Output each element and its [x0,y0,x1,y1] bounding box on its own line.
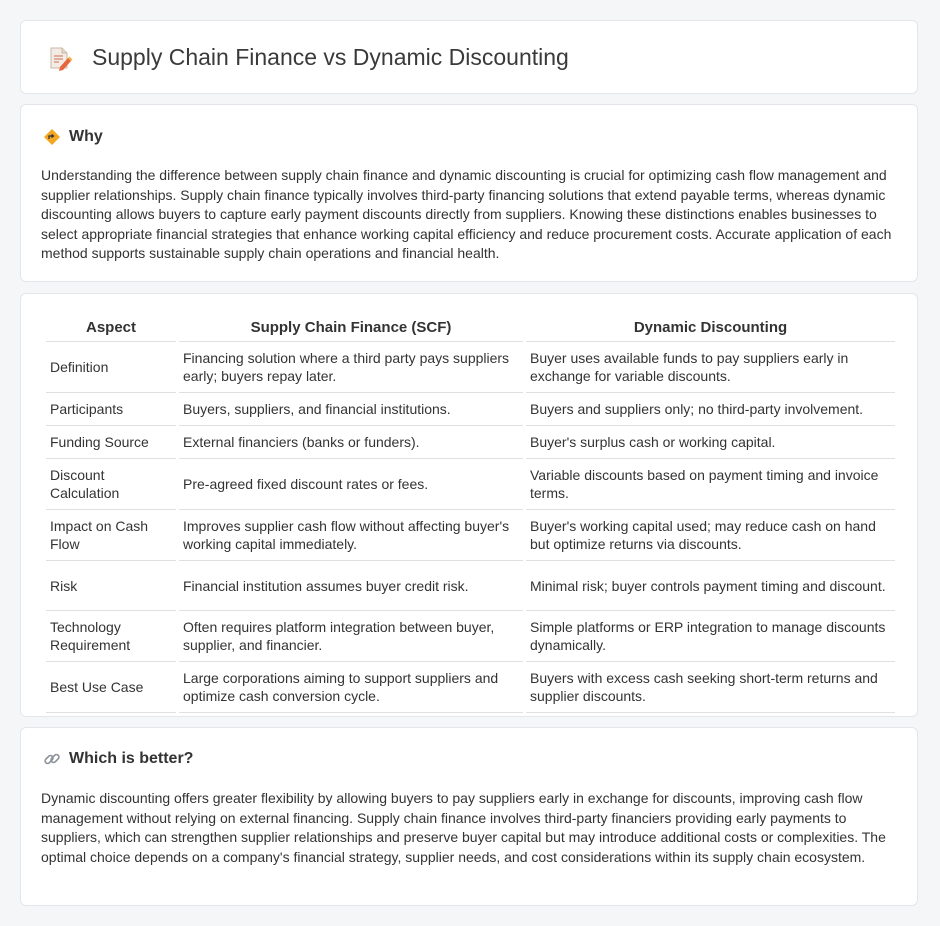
why-text: Understanding the difference between supply chain finance and dynamic discounting is crucial for optimizing cash flow management and supplier relationships. Supply chain finance typically involves third-party financing solutions that extend payable terms, whereas dynamic discounting allows buyers to capture early payment discounts directly from suppliers. Knowing these distinctions enables businesses to select appropriate financial strategies that enhance working capital efficiency and reduce procurement costs. Accurate application of each method supports sustainable supply chain operations and financial health. [41,167,892,261]
table-row [46,342,895,393]
table-header-row [46,314,895,342]
better-text: Dynamic discounting offers greater flexibility by allowing buyers to pay suppliers early in exchange for discounts, improving cash flow management without relying on external financing. Supply chain finance involves third-party financiers providing early payments to suppliers, which can strengthen supplier relationships and preserve buyer capital but may introduce additional costs or complexities. The optimal choice depends on a company's financial strategy, supplier needs, and cost considerations within its supply chain ecosystem. [41,790,886,865]
cell-aspect: Participants [46,393,176,426]
cell-scf: Often requires platform integration between buyer, supplier, and financier. [179,611,523,662]
better-title: Which is better? [69,750,194,767]
cell-dd: Buyer uses available funds to pay suppliers early in exchange for variable discounts. [526,342,895,393]
table-row [46,611,895,662]
road-sign-icon [43,128,61,146]
cell-aspect: Impact on Cash Flow [46,510,176,561]
why-title: Why [69,128,103,145]
document-pencil-icon [47,45,73,71]
cell-scf: Large corporations aiming to support suppliers and optimize cash conversion cycle. [179,662,523,713]
comparison-table [43,314,898,713]
cell-dd: Variable discounts based on payment timing and invoice terms. [526,459,895,510]
cell-dd: Buyer's surplus cash or working capital. [526,426,895,459]
title-card [20,20,918,94]
cell-dd: Minimal risk; buyer controls payment timing and discount. [526,561,895,611]
cell-aspect: Definition [46,342,176,393]
cell-dd: Buyers with excess cash seeking short-term returns and supplier discounts. [526,662,895,713]
cell-aspect: Best Use Case [46,662,176,713]
cell-aspect: Technology Requirement [46,611,176,662]
why-heading [43,128,103,146]
link-icon [43,750,61,768]
cell-scf: External financiers (banks or funders). [179,426,523,459]
header-aspect: Aspect [46,314,176,342]
better-heading [43,750,193,768]
cell-dd: Buyers and suppliers only; no third-party involvement. [526,393,895,426]
comparison-table-card [20,293,918,717]
cell-dd: Buyer's working capital used; may reduce cash on hand but optimize returns via discounts. [526,510,895,561]
cell-scf: Buyers, suppliers, and financial institutions. [179,393,523,426]
cell-scf: Pre-agreed fixed discount rates or fees. [179,459,523,510]
cell-aspect: Risk [46,561,176,611]
table-row [46,561,895,611]
which-is-better-section [20,727,918,906]
header-dynamic-discounting: Dynamic Discounting [526,314,895,342]
page-title: Supply Chain Finance vs Dynamic Discounting [92,44,569,70]
cell-scf: Financing solution where a third party pays suppliers early; buyers repay later. [179,342,523,393]
cell-aspect: Funding Source [46,426,176,459]
table-row [46,662,895,713]
table-row [46,393,895,426]
cell-dd: Simple platforms or ERP integration to manage discounts dynamically. [526,611,895,662]
cell-aspect: Discount Calculation [46,459,176,510]
cell-scf: Improves supplier cash flow without affecting buyer's working capital immediately. [179,510,523,561]
table-row [46,426,895,459]
cell-scf: Financial institution assumes buyer credit risk. [179,561,523,611]
table-row [46,510,895,561]
header-scf: Supply Chain Finance (SCF) [179,314,523,342]
why-section [20,104,918,282]
table-row [46,459,895,510]
